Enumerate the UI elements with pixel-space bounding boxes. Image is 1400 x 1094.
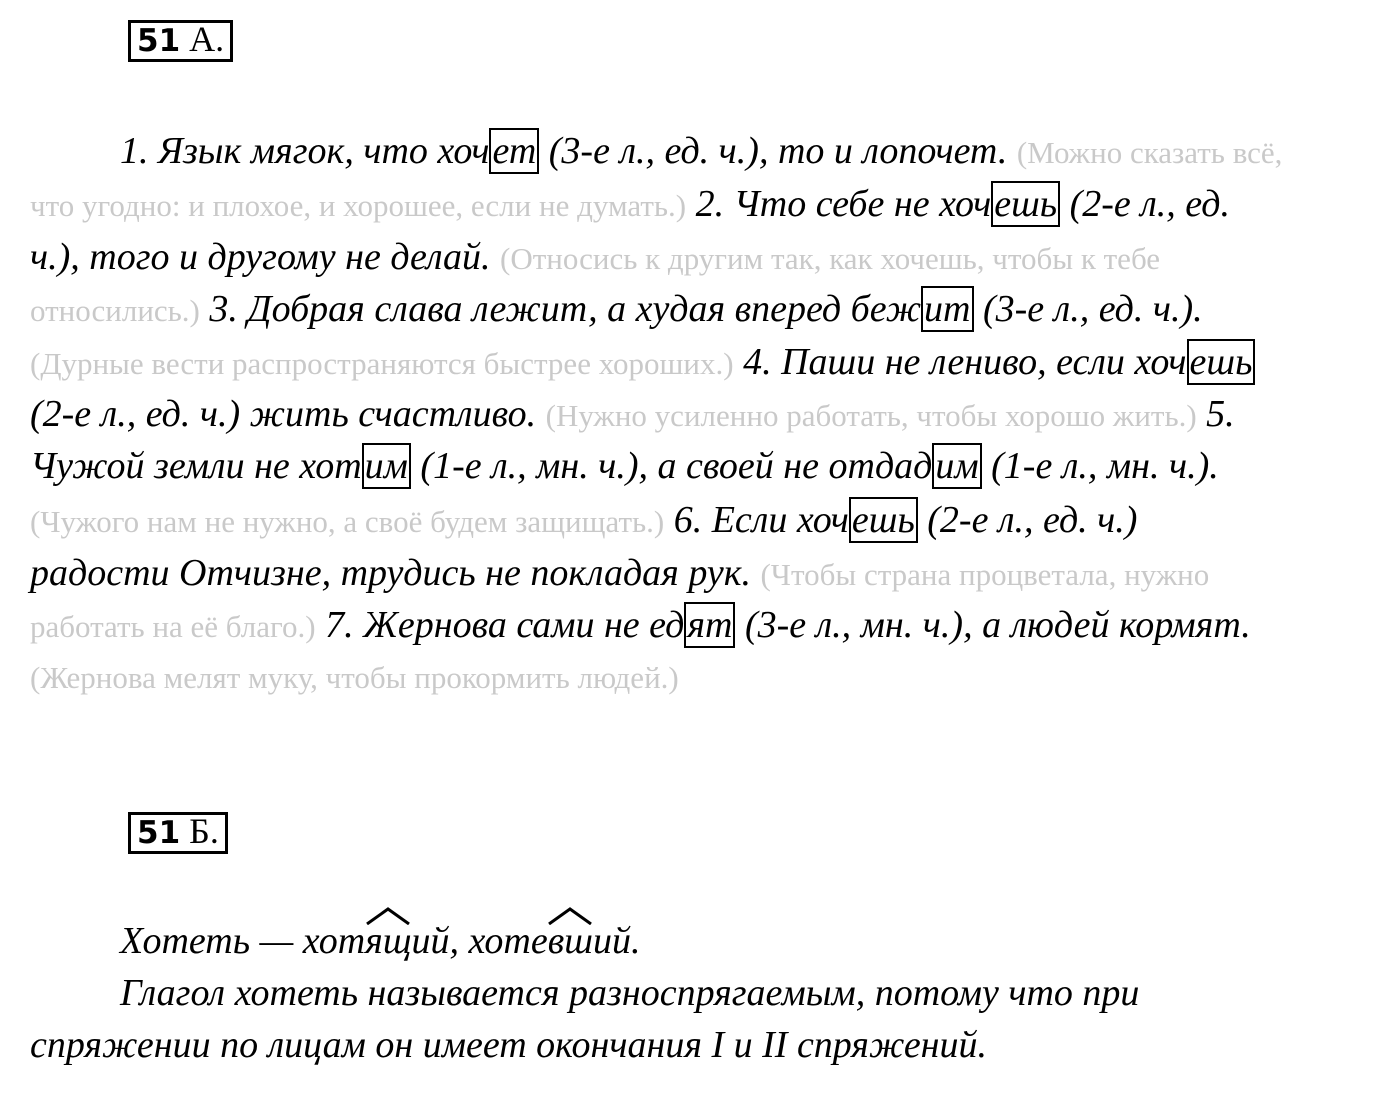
sentence-text: 3. Добрая слава лежит, а худая вперед беж xyxy=(199,288,922,330)
explanation-text: (Относись к другим так, как хочешь, чтобы к тебе xyxy=(500,241,1161,276)
sentence-text: (2-е л., ед. ч.) xyxy=(917,499,1138,541)
sentence-text: (2-е л., ед. xyxy=(1060,183,1230,225)
text-line xyxy=(30,656,679,698)
explanation-text: (Чтобы страна процветала, нужно xyxy=(760,557,1210,592)
verb-ending-box: ит xyxy=(921,286,973,332)
explanation-text: (Жернова мелят муку, чтобы прокормить людей.) xyxy=(30,660,679,695)
sentence-text: ий, хоте xyxy=(411,920,548,962)
exercise-number: 51 xyxy=(137,815,181,851)
explanation-text: (Чужого нам не нужно, а своё будем защищать.) xyxy=(30,504,665,539)
sentence-text: (2-е л., ед. ч.) жить счастливо. xyxy=(30,393,546,435)
text-line: Глагол хотеть называется разноспрягаемым, потому что при xyxy=(120,972,1140,1014)
exercise-number-b xyxy=(128,812,228,854)
sentence-text: (3-е л., мн. ч.), а людей кормят. xyxy=(735,604,1251,646)
suffix-text: вш xyxy=(547,920,593,962)
verb-ending-box: ешь xyxy=(1187,339,1256,385)
sentence-text: (1-е л., мн. ч.). xyxy=(981,445,1219,487)
text-line xyxy=(30,342,1255,384)
text-line xyxy=(30,394,1235,436)
text-line xyxy=(30,553,1209,595)
verb-ending-box: ешь xyxy=(991,181,1060,227)
sentence-text: (3-е л., ед. ч.), то и лопочет. xyxy=(539,130,1017,172)
text-line xyxy=(30,605,1251,647)
suffix-arc-icon xyxy=(547,907,593,925)
explanation-text: (Нужно усиленно работать, чтобы хорошо жить.) xyxy=(545,398,1197,433)
sentence-text: Чужой земли не хот xyxy=(30,445,362,487)
sentence-text: 2. Что себе не хоч xyxy=(686,183,992,225)
sentence-text: 4. Паши не лениво, если хоч xyxy=(733,341,1187,383)
sentence-text: (3-е л., ед. ч.). xyxy=(973,288,1203,330)
explanation-text: что угодно: и плохое, и хорошее, если не думать.) xyxy=(30,188,687,223)
exercise-number: 51 xyxy=(137,23,181,59)
exercise-number-a xyxy=(128,20,233,62)
suffix-marked xyxy=(548,921,593,961)
explanation-text: (Можно сказать всё, xyxy=(1016,135,1283,170)
exercise-letter: Б. xyxy=(189,811,219,851)
verb-ending-box: им xyxy=(362,443,411,489)
verb-ending-box: им xyxy=(932,443,981,489)
text-line xyxy=(30,500,1137,542)
sentence-text: 6. Если хоч xyxy=(664,499,849,541)
text-line xyxy=(120,921,640,961)
explanation-text: (Дурные вести распространяются быстрее хороших.) xyxy=(30,346,734,381)
text-line xyxy=(30,289,1203,331)
sentence-text: Хотеть — хот xyxy=(120,920,366,962)
verb-ending-box: ят xyxy=(684,602,735,648)
text-line xyxy=(30,237,1160,279)
sentence-text: 1. Язык мягок, что хоч xyxy=(120,130,490,172)
verb-ending-box: ет xyxy=(489,128,539,174)
suffix-text: ящ xyxy=(365,920,412,962)
text-line xyxy=(30,446,1219,486)
sentence-text: (1-е л., мн. ч.), а своей не отдад xyxy=(410,445,933,487)
sentence-text: ий. xyxy=(592,920,641,962)
explanation-text: относились.) xyxy=(30,293,200,328)
text-line xyxy=(30,184,1230,226)
suffix-arc-icon xyxy=(365,907,411,925)
suffix-marked xyxy=(365,921,411,961)
explanation-text: работать на её благо.) xyxy=(30,609,316,644)
sentence-text: 5. xyxy=(1196,393,1235,435)
sentence-text: радости Отчизне, трудись не покладая рук. xyxy=(30,552,761,594)
verb-ending-box: ешь xyxy=(849,497,918,543)
sentence-text: 7. Жернова сами не ед xyxy=(315,604,685,646)
sentence-text: ч.), того и другому не делай. xyxy=(30,236,500,278)
exercise-letter: А. xyxy=(189,19,225,59)
text-line: спряжении по лицам он имеет окончания I и II спряжений. xyxy=(30,1024,988,1066)
text-line xyxy=(120,131,1282,173)
